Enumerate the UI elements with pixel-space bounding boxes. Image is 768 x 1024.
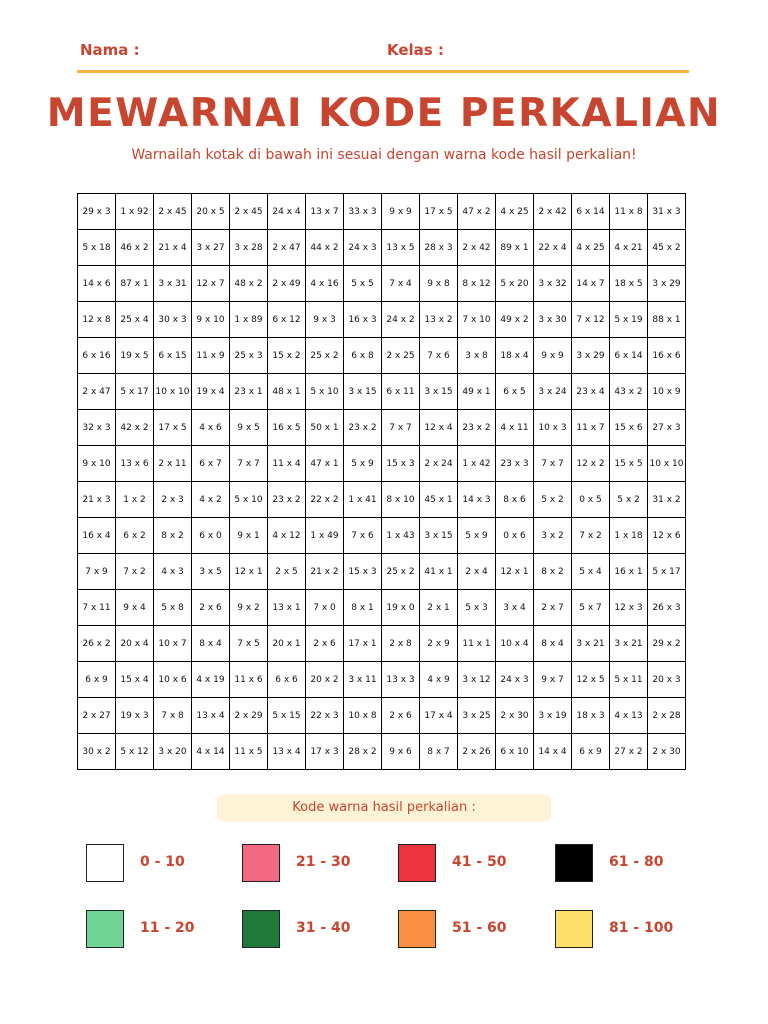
- grid-cell[interactable]: 5 x 18: [78, 230, 116, 266]
- grid-cell[interactable]: 1 x 41: [344, 482, 382, 518]
- grid-cell[interactable]: 21 x 4: [154, 230, 192, 266]
- grid-row: [78, 518, 686, 554]
- grid-cell[interactable]: 8 x 4: [534, 626, 572, 662]
- grid-cell[interactable]: 9 x 10: [192, 302, 230, 338]
- grid-cell[interactable]: 10 x 3: [534, 410, 572, 446]
- grid-cell[interactable]: 33 x 3: [344, 194, 382, 230]
- grid-cell[interactable]: 5 x 9: [458, 518, 496, 554]
- grid-cell[interactable]: 3 x 21: [572, 626, 610, 662]
- grid-cell[interactable]: 2 x 1: [420, 590, 458, 626]
- grid-cell[interactable]: 13 x 1: [268, 590, 306, 626]
- grid-cell[interactable]: 9 x 10: [78, 446, 116, 482]
- grid-cell[interactable]: 41 x 1: [420, 554, 458, 590]
- grid-cell[interactable]: 18 x 5: [610, 266, 648, 302]
- grid-cell[interactable]: 2 x 47: [78, 374, 116, 410]
- grid-cell[interactable]: 15 x 3: [382, 446, 420, 482]
- grid-cell[interactable]: 4 x 16: [306, 266, 344, 302]
- grid-cell[interactable]: 17 x 5: [420, 194, 458, 230]
- grid-cell[interactable]: 19 x 5: [116, 338, 154, 374]
- grid-cell[interactable]: 13 x 4: [192, 698, 230, 734]
- grid-cell[interactable]: 10 x 7: [154, 626, 192, 662]
- grid-cell[interactable]: 9 x 2: [230, 590, 268, 626]
- grid-cell[interactable]: 8 x 7: [420, 734, 458, 770]
- grid-cell[interactable]: 1 x 92: [116, 194, 154, 230]
- grid-cell[interactable]: 9 x 8: [420, 266, 458, 302]
- grid-cell[interactable]: 3 x 20: [154, 734, 192, 770]
- grid-cell[interactable]: 28 x 3: [420, 230, 458, 266]
- legend-range-label: 0 - 10: [140, 854, 185, 870]
- legend-range-label: 31 - 40: [296, 920, 351, 936]
- grid-cell[interactable]: 3 x 32: [534, 266, 572, 302]
- grid-cell[interactable]: 9 x 9: [382, 194, 420, 230]
- grid-cell[interactable]: 2 x 47: [268, 230, 306, 266]
- grid-cell[interactable]: 16 x 6: [648, 338, 686, 374]
- white-swatch: [86, 844, 124, 882]
- grid-cell[interactable]: 2 x 27: [78, 698, 116, 734]
- grid-cell[interactable]: 23 x 2: [344, 410, 382, 446]
- grid-row: [78, 266, 686, 302]
- grid-cell[interactable]: 2 x 45: [154, 194, 192, 230]
- orange-swatch: [398, 910, 436, 948]
- grid-cell[interactable]: 23 x 1: [230, 374, 268, 410]
- grid-cell[interactable]: 3 x 24: [534, 374, 572, 410]
- grid-cell[interactable]: 4 x 3: [154, 554, 192, 590]
- grid-cell[interactable]: 22 x 2: [306, 482, 344, 518]
- grid-cell[interactable]: 12 x 5: [572, 662, 610, 698]
- grid-cell[interactable]: 1 x 49: [306, 518, 344, 554]
- grid-cell[interactable]: 5 x 17: [116, 374, 154, 410]
- grid-cell[interactable]: 5 x 3: [458, 590, 496, 626]
- grid-cell[interactable]: 10 x 4: [496, 626, 534, 662]
- grid-cell[interactable]: 27 x 2: [610, 734, 648, 770]
- grid-cell[interactable]: 7 x 11: [78, 590, 116, 626]
- grid-cell[interactable]: 2 x 28: [648, 698, 686, 734]
- grid-cell[interactable]: 1 x 42: [458, 446, 496, 482]
- grid-cell[interactable]: 3 x 15: [420, 374, 458, 410]
- grid-cell[interactable]: 23 x 2: [458, 410, 496, 446]
- grid-cell[interactable]: 4 x 12: [268, 518, 306, 554]
- yellow-swatch: [555, 910, 593, 948]
- grid-cell[interactable]: 32 x 3: [78, 410, 116, 446]
- grid-cell[interactable]: 5 x 17: [648, 554, 686, 590]
- grid-cell[interactable]: 13 x 5: [382, 230, 420, 266]
- grid-cell[interactable]: 6 x 0: [192, 518, 230, 554]
- grid-cell[interactable]: 7 x 12: [572, 302, 610, 338]
- grid-row: [78, 734, 686, 770]
- grid-cell[interactable]: 5 x 10: [230, 482, 268, 518]
- grid-cell[interactable]: 4 x 9: [420, 662, 458, 698]
- grid-cell[interactable]: 5 x 15: [268, 698, 306, 734]
- grid-cell[interactable]: 6 x 15: [154, 338, 192, 374]
- grid-cell[interactable]: 10 x 6: [154, 662, 192, 698]
- grid-cell[interactable]: 1 x 89: [230, 302, 268, 338]
- grid-row: [78, 374, 686, 410]
- grid-cell[interactable]: 2 x 42: [534, 194, 572, 230]
- grid-cell[interactable]: 6 x 8: [344, 338, 382, 374]
- grid-cell[interactable]: 7 x 7: [382, 410, 420, 446]
- grid-cell[interactable]: 7 x 4: [382, 266, 420, 302]
- grid-cell[interactable]: 3 x 21: [610, 626, 648, 662]
- grid-row: [78, 302, 686, 338]
- grid-cell[interactable]: 27 x 3: [648, 410, 686, 446]
- grid-cell[interactable]: 3 x 28: [230, 230, 268, 266]
- grid-cell[interactable]: 25 x 3: [230, 338, 268, 374]
- legend-range-label: 81 - 100: [609, 920, 674, 936]
- grid-cell[interactable]: 4 x 11: [496, 410, 534, 446]
- grid-cell[interactable]: 23 x 3: [496, 446, 534, 482]
- grid-cell[interactable]: 0 x 5: [572, 482, 610, 518]
- grid-cell[interactable]: 5 x 8: [154, 590, 192, 626]
- grid-cell[interactable]: 11 x 4: [268, 446, 306, 482]
- grid-cell[interactable]: 26 x 2: [78, 626, 116, 662]
- grid-cell[interactable]: 3 x 15: [420, 518, 458, 554]
- grid-cell[interactable]: 9 x 4: [116, 590, 154, 626]
- grid-cell[interactable]: 25 x 4: [116, 302, 154, 338]
- grid-cell[interactable]: 4 x 6: [192, 410, 230, 446]
- grid-cell[interactable]: 9 x 3: [306, 302, 344, 338]
- grid-cell[interactable]: 3 x 11: [344, 662, 382, 698]
- grid-cell[interactable]: 4 x 2: [192, 482, 230, 518]
- grid-cell[interactable]: 2 x 7: [534, 590, 572, 626]
- grid-cell[interactable]: 14 x 4: [534, 734, 572, 770]
- grid-cell[interactable]: 2 x 11: [154, 446, 192, 482]
- grid-cell[interactable]: 44 x 2: [306, 230, 344, 266]
- grid-row: [78, 338, 686, 374]
- legend-title: Kode warna hasil perkalian :: [217, 794, 551, 822]
- grid-cell[interactable]: 12 x 3: [610, 590, 648, 626]
- grid-cell[interactable]: 5 x 12: [116, 734, 154, 770]
- grid-cell[interactable]: 4 x 25: [572, 230, 610, 266]
- grid-cell[interactable]: 3 x 27: [192, 230, 230, 266]
- grid-cell[interactable]: 5 x 20: [496, 266, 534, 302]
- grid-cell[interactable]: 3 x 29: [572, 338, 610, 374]
- grid-cell[interactable]: 2 x 9: [420, 626, 458, 662]
- grid-cell[interactable]: 3 x 15: [344, 374, 382, 410]
- grid-cell[interactable]: 1 x 18: [610, 518, 648, 554]
- grid-cell[interactable]: 10 x 10: [648, 446, 686, 482]
- light-green-swatch: [86, 910, 124, 948]
- grid-cell[interactable]: 5 x 9: [344, 446, 382, 482]
- red-swatch: [398, 844, 436, 882]
- grid-cell[interactable]: 3 x 4: [496, 590, 534, 626]
- grid-cell[interactable]: 6 x 12: [268, 302, 306, 338]
- grid-cell[interactable]: 23 x 2: [268, 482, 306, 518]
- grid-cell[interactable]: 7 x 2: [116, 554, 154, 590]
- grid-cell[interactable]: 3 x 30: [534, 302, 572, 338]
- grid-cell[interactable]: 13 x 7: [306, 194, 344, 230]
- grid-cell[interactable]: 22 x 4: [534, 230, 572, 266]
- grid-cell[interactable]: 49 x 2: [496, 302, 534, 338]
- grid-cell[interactable]: 7 x 5: [230, 626, 268, 662]
- grid-cell[interactable]: 6 x 9: [572, 734, 610, 770]
- grid-cell[interactable]: 2 x 5: [268, 554, 306, 590]
- grid-cell[interactable]: 21 x 2: [306, 554, 344, 590]
- grid-cell[interactable]: 5 x 7: [572, 590, 610, 626]
- grid-cell[interactable]: 2 x 49: [268, 266, 306, 302]
- grid-cell[interactable]: 6 x 11: [382, 374, 420, 410]
- grid-cell[interactable]: 8 x 2: [154, 518, 192, 554]
- legend-range-label: 61 - 80: [609, 854, 664, 870]
- grid-cell[interactable]: 2 x 24: [420, 446, 458, 482]
- grid-cell[interactable]: 5 x 11: [610, 662, 648, 698]
- grid-cell[interactable]: 14 x 7: [572, 266, 610, 302]
- grid-cell[interactable]: 48 x 2: [230, 266, 268, 302]
- grid-cell[interactable]: 17 x 5: [154, 410, 192, 446]
- grid-cell[interactable]: 6 x 14: [610, 338, 648, 374]
- grid-cell[interactable]: 11 x 6: [230, 662, 268, 698]
- grid-cell[interactable]: 15 x 5: [610, 446, 648, 482]
- grid-cell[interactable]: 5 x 2: [610, 482, 648, 518]
- grid-cell[interactable]: 12 x 8: [78, 302, 116, 338]
- grid-cell[interactable]: 18 x 3: [572, 698, 610, 734]
- grid-cell[interactable]: 8 x 4: [192, 626, 230, 662]
- grid-cell[interactable]: 88 x 1: [648, 302, 686, 338]
- grid-cell[interactable]: 8 x 2: [534, 554, 572, 590]
- grid-cell[interactable]: 18 x 4: [496, 338, 534, 374]
- grid-cell[interactable]: 4 x 21: [610, 230, 648, 266]
- grid-cell[interactable]: 3 x 2: [534, 518, 572, 554]
- grid-cell[interactable]: 7 x 0: [306, 590, 344, 626]
- multiplication-grid: [77, 193, 686, 770]
- grid-cell[interactable]: 6 x 6: [268, 662, 306, 698]
- grid-cell[interactable]: 2 x 42: [458, 230, 496, 266]
- grid-cell[interactable]: 2 x 6: [192, 590, 230, 626]
- grid-row: [78, 698, 686, 734]
- grid-cell[interactable]: 12 x 1: [230, 554, 268, 590]
- grid-cell[interactable]: 3 x 31: [154, 266, 192, 302]
- grid-cell[interactable]: 14 x 3: [458, 482, 496, 518]
- page-subtitle: Warnailah kotak di bawah ini sesuai dengan warna kode hasil perkalian!: [131, 147, 637, 163]
- legend-range-label: 51 - 60: [452, 920, 507, 936]
- grid-cell[interactable]: 3 x 12: [458, 662, 496, 698]
- grid-cell[interactable]: 7 x 7: [534, 446, 572, 482]
- legend-range-label: 21 - 30: [296, 854, 351, 870]
- grid-cell[interactable]: 17 x 4: [420, 698, 458, 734]
- grid-cell[interactable]: 6 x 14: [572, 194, 610, 230]
- grid-cell[interactable]: 3 x 19: [534, 698, 572, 734]
- grid-cell[interactable]: 12 x 4: [420, 410, 458, 446]
- grid-cell[interactable]: 1 x 2: [116, 482, 154, 518]
- grid-cell[interactable]: 23 x 4: [572, 374, 610, 410]
- grid-row: [78, 482, 686, 518]
- grid-cell[interactable]: 4 x 14: [192, 734, 230, 770]
- grid-cell[interactable]: 20 x 2: [306, 662, 344, 698]
- grid-cell[interactable]: 31 x 2: [648, 482, 686, 518]
- grid-cell[interactable]: 6 x 9: [78, 662, 116, 698]
- grid-cell[interactable]: 15 x 3: [344, 554, 382, 590]
- grid-cell[interactable]: 3 x 8: [458, 338, 496, 374]
- grid-cell[interactable]: 13 x 4: [268, 734, 306, 770]
- grid-cell[interactable]: 5 x 2: [534, 482, 572, 518]
- grid-cell[interactable]: 10 x 10: [154, 374, 192, 410]
- grid-cell[interactable]: 5 x 19: [610, 302, 648, 338]
- grid-cell[interactable]: 46 x 2: [116, 230, 154, 266]
- grid-cell[interactable]: 48 x 1: [268, 374, 306, 410]
- grid-cell[interactable]: 29 x 2: [648, 626, 686, 662]
- grid-cell[interactable]: 3 x 29: [648, 266, 686, 302]
- grid-cell[interactable]: 25 x 2: [306, 338, 344, 374]
- grid-cell[interactable]: 9 x 9: [534, 338, 572, 374]
- grid-cell[interactable]: 2 x 3: [154, 482, 192, 518]
- grid-cell[interactable]: 16 x 4: [78, 518, 116, 554]
- grid-cell[interactable]: 89 x 1: [496, 230, 534, 266]
- grid-cell[interactable]: 17 x 1: [344, 626, 382, 662]
- header-divider: [77, 70, 689, 73]
- grid-row: [78, 590, 686, 626]
- grid-cell[interactable]: 15 x 4: [116, 662, 154, 698]
- grid-row: [78, 194, 686, 230]
- grid-cell[interactable]: 7 x 2: [572, 518, 610, 554]
- grid-cell[interactable]: 10 x 8: [344, 698, 382, 734]
- grid-cell[interactable]: 7 x 10: [458, 302, 496, 338]
- grid-cell[interactable]: 12 x 2: [572, 446, 610, 482]
- grid-cell[interactable]: 20 x 5: [192, 194, 230, 230]
- grid-cell[interactable]: 15 x 6: [610, 410, 648, 446]
- dark-green-swatch: [242, 910, 280, 948]
- grid-cell[interactable]: 16 x 3: [344, 302, 382, 338]
- grid-cell[interactable]: 15 x 2: [268, 338, 306, 374]
- grid-cell[interactable]: 12 x 6: [648, 518, 686, 554]
- grid-cell[interactable]: 0 x 6: [496, 518, 534, 554]
- grid-cell[interactable]: 11 x 8: [610, 194, 648, 230]
- grid-cell[interactable]: 87 x 1: [116, 266, 154, 302]
- grid-cell[interactable]: 9 x 5: [230, 410, 268, 446]
- grid-cell[interactable]: 24 x 3: [496, 662, 534, 698]
- grid-cell[interactable]: 13 x 3: [382, 662, 420, 698]
- grid-cell[interactable]: 22 x 3: [306, 698, 344, 734]
- grid-cell[interactable]: 20 x 1: [268, 626, 306, 662]
- grid-cell[interactable]: 16 x 5: [268, 410, 306, 446]
- page-title: MEWARNAI KODE PERKALIAN: [46, 91, 722, 136]
- grid-cell[interactable]: 20 x 4: [116, 626, 154, 662]
- grid-cell[interactable]: 11 x 9: [192, 338, 230, 374]
- grid-row: [78, 410, 686, 446]
- grid-cell[interactable]: 2 x 30: [648, 734, 686, 770]
- grid-cell[interactable]: 26 x 3: [648, 590, 686, 626]
- grid-cell[interactable]: 45 x 2: [648, 230, 686, 266]
- grid-cell[interactable]: 30 x 3: [154, 302, 192, 338]
- grid-row: [78, 662, 686, 698]
- grid-cell[interactable]: 12 x 7: [192, 266, 230, 302]
- grid-cell[interactable]: 10 x 9: [648, 374, 686, 410]
- grid-cell[interactable]: 19 x 3: [116, 698, 154, 734]
- grid-cell[interactable]: 13 x 2: [420, 302, 458, 338]
- grid-cell[interactable]: 6 x 7: [192, 446, 230, 482]
- grid-cell[interactable]: 20 x 3: [648, 662, 686, 698]
- grid-cell[interactable]: 4 x 25: [496, 194, 534, 230]
- grid-cell[interactable]: 14 x 6: [78, 266, 116, 302]
- grid-cell[interactable]: 3 x 25: [458, 698, 496, 734]
- grid-cell[interactable]: 49 x 1: [458, 374, 496, 410]
- grid-row: [78, 230, 686, 266]
- kelas-label: Kelas :: [387, 41, 444, 59]
- grid-cell[interactable]: 2 x 4: [458, 554, 496, 590]
- grid-cell[interactable]: 4 x 19: [192, 662, 230, 698]
- grid-cell[interactable]: 47 x 1: [306, 446, 344, 482]
- grid-cell[interactable]: 2 x 29: [230, 698, 268, 734]
- grid-cell[interactable]: 11 x 1: [458, 626, 496, 662]
- grid-cell[interactable]: 5 x 4: [572, 554, 610, 590]
- grid-cell[interactable]: 11 x 5: [230, 734, 268, 770]
- grid-cell[interactable]: 6 x 16: [78, 338, 116, 374]
- grid-cell[interactable]: 6 x 5: [496, 374, 534, 410]
- grid-cell[interactable]: 11 x 7: [572, 410, 610, 446]
- grid-cell[interactable]: 50 x 1: [306, 410, 344, 446]
- grid-cell[interactable]: 47 x 2: [458, 194, 496, 230]
- grid-cell[interactable]: 5 x 5: [344, 266, 382, 302]
- grid-cell[interactable]: 7 x 6: [420, 338, 458, 374]
- grid-cell[interactable]: 28 x 2: [344, 734, 382, 770]
- grid-cell[interactable]: 24 x 4: [268, 194, 306, 230]
- grid-cell[interactable]: 8 x 12: [458, 266, 496, 302]
- grid-cell[interactable]: 7 x 6: [344, 518, 382, 554]
- grid-cell[interactable]: 17 x 3: [306, 734, 344, 770]
- black-swatch: [555, 844, 593, 882]
- grid-cell[interactable]: 7 x 9: [78, 554, 116, 590]
- grid-cell[interactable]: 5 x 10: [306, 374, 344, 410]
- grid-cell[interactable]: 13 x 6: [116, 446, 154, 482]
- grid-cell[interactable]: 3 x 5: [192, 554, 230, 590]
- grid-cell[interactable]: 31 x 3: [648, 194, 686, 230]
- grid-cell[interactable]: 2 x 26: [458, 734, 496, 770]
- grid-cell[interactable]: 29 x 3: [78, 194, 116, 230]
- grid-cell[interactable]: 19 x 4: [192, 374, 230, 410]
- grid-cell[interactable]: 6 x 2: [116, 518, 154, 554]
- grid-cell[interactable]: 30 x 2: [78, 734, 116, 770]
- grid-cell[interactable]: 6 x 10: [496, 734, 534, 770]
- grid-cell[interactable]: 16 x 1: [610, 554, 648, 590]
- grid-cell[interactable]: 42 x 2: [116, 410, 154, 446]
- grid-row: [78, 626, 686, 662]
- grid-cell[interactable]: 8 x 1: [344, 590, 382, 626]
- grid-cell[interactable]: 19 x 0: [382, 590, 420, 626]
- pink-swatch: [242, 844, 280, 882]
- grid-cell[interactable]: 9 x 1: [230, 518, 268, 554]
- legend-range-label: 11 - 20: [140, 920, 195, 936]
- grid-cell[interactable]: 2 x 8: [382, 626, 420, 662]
- grid-cell[interactable]: 2 x 6: [382, 698, 420, 734]
- grid-cell[interactable]: 2 x 45: [230, 194, 268, 230]
- legend-range-label: 41 - 50: [452, 854, 507, 870]
- grid-row: [78, 554, 686, 590]
- grid-cell[interactable]: 4 x 13: [610, 698, 648, 734]
- nama-label: Nama :: [80, 41, 140, 59]
- grid-cell[interactable]: 2 x 25: [382, 338, 420, 374]
- grid-cell[interactable]: 21 x 3: [78, 482, 116, 518]
- grid-cell[interactable]: 2 x 6: [306, 626, 344, 662]
- grid-row: [78, 446, 686, 482]
- grid-cell[interactable]: 24 x 3: [344, 230, 382, 266]
- grid-cell[interactable]: 25 x 2: [382, 554, 420, 590]
- grid-cell[interactable]: 7 x 8: [154, 698, 192, 734]
- grid-cell[interactable]: 45 x 1: [420, 482, 458, 518]
- grid-cell[interactable]: 8 x 6: [496, 482, 534, 518]
- grid-cell[interactable]: 24 x 2: [382, 302, 420, 338]
- grid-cell[interactable]: 7 x 7: [230, 446, 268, 482]
- grid-cell[interactable]: 9 x 6: [382, 734, 420, 770]
- grid-cell[interactable]: 12 x 1: [496, 554, 534, 590]
- grid-cell[interactable]: 8 x 10: [382, 482, 420, 518]
- grid-cell[interactable]: 1 x 43: [382, 518, 420, 554]
- grid-cell[interactable]: 43 x 2: [610, 374, 648, 410]
- grid-cell[interactable]: 2 x 30: [496, 698, 534, 734]
- grid-cell[interactable]: 9 x 7: [534, 662, 572, 698]
